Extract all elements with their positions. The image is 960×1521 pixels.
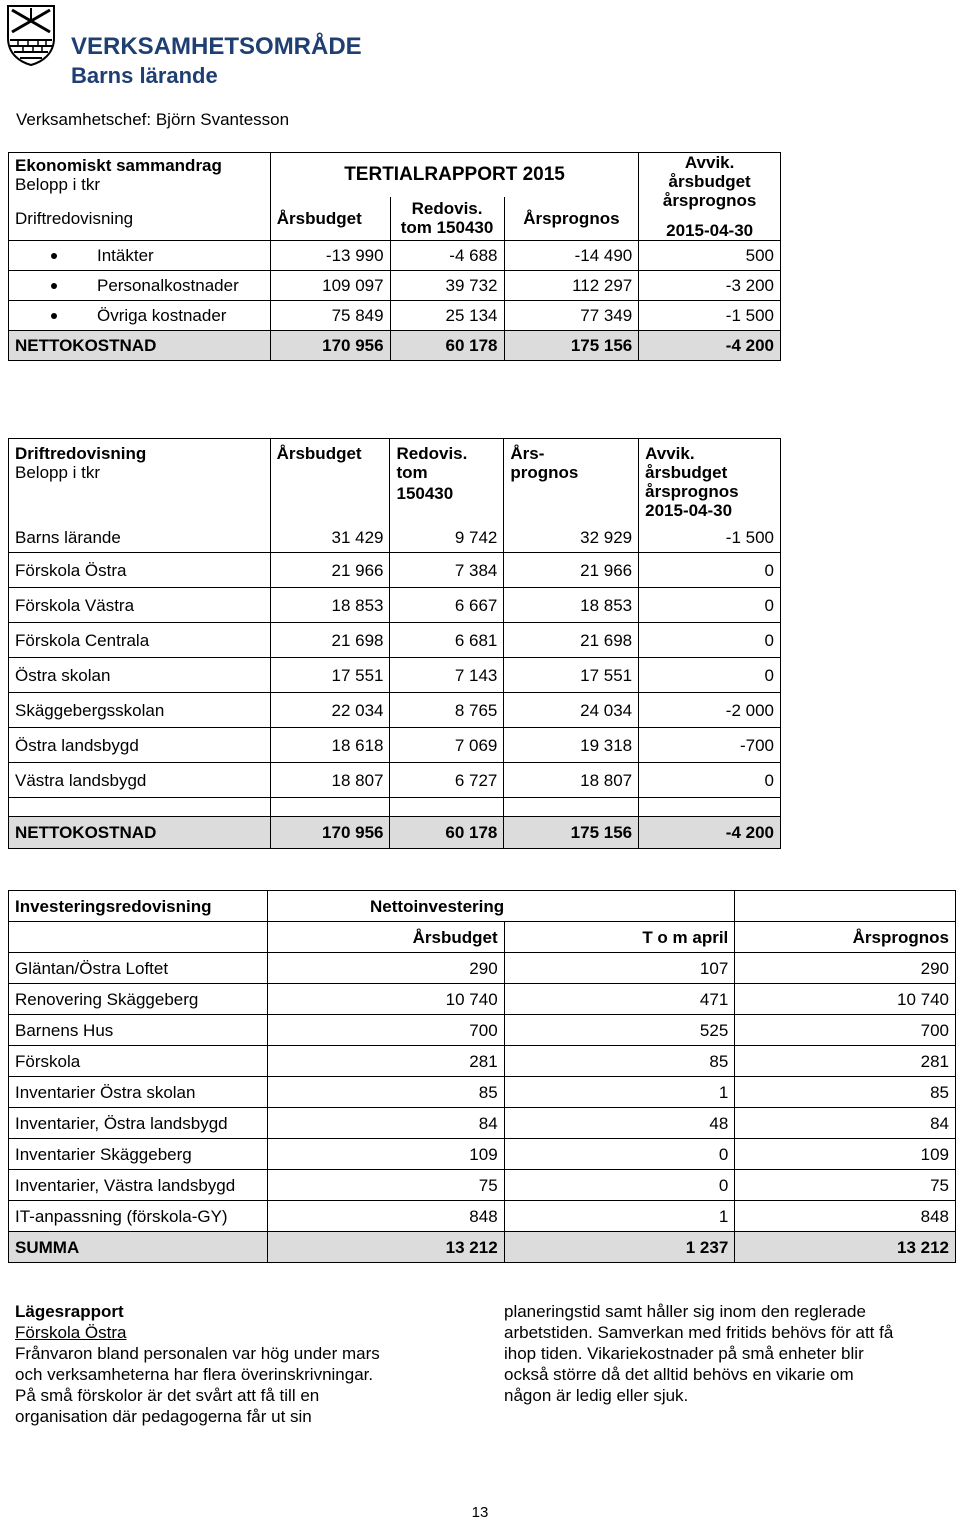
cell-redovis: 6 681 xyxy=(390,623,504,658)
total-label: NETTOKOSTNAD xyxy=(9,331,271,361)
budget-header: Årsbudget xyxy=(270,197,390,241)
drift-budget-header: Årsbudget xyxy=(270,439,390,524)
invest-row xyxy=(9,1108,956,1139)
cell-april: 1 xyxy=(504,1201,735,1232)
investment-table xyxy=(8,890,956,1263)
cell-dev: -3 200 xyxy=(639,271,781,301)
cell-forecast: 32 929 xyxy=(504,524,639,553)
row-label: Skäggebergsskolan xyxy=(9,693,271,728)
report-text-line: och verksamheterna har flera överinskrivningar. xyxy=(15,1365,374,1384)
cell-dev: 500 xyxy=(639,241,781,271)
summary-row xyxy=(9,271,781,301)
cell-dev: 0 xyxy=(639,553,781,588)
drift-row xyxy=(9,553,781,588)
row-label: Förskola xyxy=(9,1046,268,1077)
cell-budget: 109 097 xyxy=(270,271,390,301)
total-dev: -4 200 xyxy=(639,331,781,361)
invest-heading: Investeringsredovisning xyxy=(9,891,268,922)
total-april: 1 237 xyxy=(504,1232,735,1263)
row-label: Östra skolan xyxy=(9,658,271,693)
row-label: Intäkter xyxy=(97,246,154,265)
page-title: VERKSAMHETSOMRÅDE xyxy=(71,33,362,60)
forecast-line2: prognos xyxy=(510,463,579,482)
forecast-line1: Års- xyxy=(510,444,545,463)
drift-spacer-row xyxy=(9,798,781,817)
redovis-header xyxy=(390,197,504,241)
cell-april: 107 xyxy=(504,953,735,984)
manager-line: Verksamhetschef: Björn Svantesson xyxy=(16,110,290,129)
summary-table xyxy=(8,152,781,361)
cell-dev: -2 000 xyxy=(639,693,781,728)
drift-table xyxy=(8,438,781,849)
invest-forecast-header: Årsprognos xyxy=(735,922,956,953)
row-label: Personalkostnader xyxy=(97,276,239,295)
report-text-line: någon är ledig eller sjuk. xyxy=(504,1386,689,1405)
invest-total-row xyxy=(9,1232,956,1263)
row-label: Inventarier Östra skolan xyxy=(9,1077,268,1108)
cell-dev: 0 xyxy=(639,588,781,623)
status-report-right xyxy=(504,1301,954,1406)
cell-forecast: 24 034 xyxy=(504,693,639,728)
cell-redovis: 6 727 xyxy=(390,763,504,798)
drift-row xyxy=(9,623,781,658)
cell-dev: -1 500 xyxy=(639,301,781,331)
summary-total-row xyxy=(9,331,781,361)
cell-forecast: 84 xyxy=(735,1108,956,1139)
row-label: Renovering Skäggeberg xyxy=(9,984,268,1015)
row-label: Gläntan/Östra Loftet xyxy=(9,953,268,984)
cell-april: 1 xyxy=(504,1077,735,1108)
row-label: Östra landsbygd xyxy=(9,728,271,763)
total-label: NETTOKOSTNAD xyxy=(9,817,271,849)
report-text-line: På små förskolor är det svårt att få till en xyxy=(15,1386,320,1405)
cell-forecast: 21 698 xyxy=(504,623,639,658)
cell-forecast: 848 xyxy=(735,1201,956,1232)
summary-dev-header xyxy=(639,153,781,241)
row-label: Förskola Västra xyxy=(9,588,271,623)
cell-forecast: 700 xyxy=(735,1015,956,1046)
invest-row xyxy=(9,1077,956,1108)
status-report-left xyxy=(15,1301,485,1427)
drift-row xyxy=(9,763,781,798)
total-forecast: 175 156 xyxy=(504,817,639,849)
cell-april: 471 xyxy=(504,984,735,1015)
cell-budget: 700 xyxy=(267,1015,504,1046)
row-label: Övriga kostnader xyxy=(97,306,227,325)
cell-forecast: 19 318 xyxy=(504,728,639,763)
net-investment-heading: Nettoinvestering xyxy=(267,891,504,922)
drift-forecast-header xyxy=(504,439,639,524)
cell-budget: 17 551 xyxy=(270,658,390,693)
drift-label: Driftredovisning xyxy=(9,197,271,241)
cell-budget: 31 429 xyxy=(270,524,390,553)
drift-row xyxy=(9,728,781,763)
row-label: Inventarier Skäggeberg xyxy=(9,1139,268,1170)
cell-budget: 75 849 xyxy=(270,301,390,331)
invest-april-header: T o m april xyxy=(504,922,735,953)
cell-budget: 109 xyxy=(267,1139,504,1170)
dev-line1: Avvik. xyxy=(645,444,695,463)
bullet-icon xyxy=(51,253,57,259)
report-heading: TERTIALRAPPORT 2015 xyxy=(270,153,638,197)
cell-april: 48 xyxy=(504,1108,735,1139)
report-text-line: Frånvaron bland personalen var hög under mars xyxy=(15,1344,380,1363)
invest-row xyxy=(9,1139,956,1170)
invest-header-row xyxy=(9,891,956,922)
total-redovis: 60 178 xyxy=(390,331,504,361)
dev-line2: årsbudget xyxy=(645,463,728,482)
cell-redovis: 7 069 xyxy=(390,728,504,763)
cell-budget: 848 xyxy=(267,1201,504,1232)
row-label: Barnens Hus xyxy=(9,1015,268,1046)
drift-header-row xyxy=(9,439,781,524)
redovis-line2: tom 150430 xyxy=(400,218,494,238)
forecast-header: Årsprognos xyxy=(504,197,639,241)
cell-dev: 0 xyxy=(639,658,781,693)
cell-budget: -13 990 xyxy=(270,241,390,271)
cell-budget: 18 618 xyxy=(270,728,390,763)
drift-redovis-header xyxy=(390,439,504,524)
total-dev: -4 200 xyxy=(639,817,781,849)
report-text-line: ihop tiden. Vikariekostnader på små enheter blir xyxy=(504,1344,864,1363)
row-label: IT-anpassning (förskola-GY) xyxy=(9,1201,268,1232)
cell-april: 525 xyxy=(504,1015,735,1046)
total-forecast: 13 212 xyxy=(735,1232,956,1263)
invest-budget-header: Årsbudget xyxy=(267,922,504,953)
report-text-line: arbetstiden. Samverkan med fritids behövs för att få xyxy=(504,1323,894,1342)
cell-budget: 10 740 xyxy=(267,984,504,1015)
cell-april: 85 xyxy=(504,1046,735,1077)
redovis-line2: tom xyxy=(396,463,428,482)
cell-budget: 75 xyxy=(267,1170,504,1201)
dev-line2: årsbudget xyxy=(668,172,751,191)
cell-forecast: 112 297 xyxy=(504,271,639,301)
drift-total-row xyxy=(9,817,781,849)
page-number: 13 xyxy=(471,1504,489,1521)
cell-dev: -1 500 xyxy=(639,524,781,553)
cell-budget: 281 xyxy=(267,1046,504,1077)
row-label: Inventarier, Östra landsbygd xyxy=(9,1108,268,1139)
drift-dev-header xyxy=(639,439,781,524)
invest-row xyxy=(9,1170,956,1201)
summary-row xyxy=(9,241,781,271)
page-subtitle: Barns lärande xyxy=(71,63,218,88)
total-budget: 170 956 xyxy=(270,331,390,361)
drift-row xyxy=(9,658,781,693)
summary-header-left xyxy=(9,153,271,197)
invest-row xyxy=(9,1015,956,1046)
cell-april: 0 xyxy=(504,1139,735,1170)
cell-forecast: 109 xyxy=(735,1139,956,1170)
row-label: Västra landsbygd xyxy=(9,763,271,798)
row-label: Inventarier, Västra landsbygd xyxy=(9,1170,268,1201)
row-label: Barns lärande xyxy=(9,524,271,553)
dev-line4: 2015-04-30 xyxy=(645,501,733,520)
cell-forecast: -14 490 xyxy=(504,241,639,271)
cell-forecast: 18 853 xyxy=(504,588,639,623)
cell-forecast: 85 xyxy=(735,1077,956,1108)
total-budget: 170 956 xyxy=(270,817,390,849)
cell-dev: 0 xyxy=(639,763,781,798)
dev-line3: årsprognos xyxy=(662,191,757,210)
drift-unit: Belopp i tkr xyxy=(15,463,101,482)
cell-forecast: 75 xyxy=(735,1170,956,1201)
report-heading: Lägesrapport xyxy=(15,1302,124,1321)
invest-row xyxy=(9,1046,956,1077)
summary-row xyxy=(9,301,781,331)
cell-forecast: 10 740 xyxy=(735,984,956,1015)
drift-heading: Driftredovisning xyxy=(15,444,147,463)
invest-colheader-row xyxy=(9,922,956,953)
report-text-line: organisation där pedagogerna får ut sin xyxy=(15,1407,312,1426)
drift-row xyxy=(9,588,781,623)
drift-header-left xyxy=(9,439,271,524)
cell-redovis: 25 134 xyxy=(390,301,504,331)
cell-budget: 290 xyxy=(267,953,504,984)
redovis-line1: Redovis. xyxy=(396,444,468,463)
cell-forecast: 21 966 xyxy=(504,553,639,588)
cell-forecast: 17 551 xyxy=(504,658,639,693)
summary-heading: Ekonomiskt sammandrag xyxy=(15,155,222,175)
invest-row xyxy=(9,953,956,984)
invest-row xyxy=(9,984,956,1015)
cell-budget: 22 034 xyxy=(270,693,390,728)
total-budget: 13 212 xyxy=(267,1232,504,1263)
cell-dev: -700 xyxy=(639,728,781,763)
cell-redovis: 8 765 xyxy=(390,693,504,728)
dev-line3: årsprognos xyxy=(645,482,739,501)
total-label: SUMMA xyxy=(9,1232,268,1263)
cell-forecast: 290 xyxy=(735,953,956,984)
redovis-line1: Redovis. xyxy=(411,199,483,219)
cell-budget: 84 xyxy=(267,1108,504,1139)
invest-row xyxy=(9,1201,956,1232)
bullet-icon xyxy=(51,283,57,289)
dev-line1: Avvik. xyxy=(684,153,735,172)
drift-row xyxy=(9,693,781,728)
cell-redovis: 7 143 xyxy=(390,658,504,693)
total-redovis: 60 178 xyxy=(390,817,504,849)
bullet-icon xyxy=(51,313,57,319)
dev-date: 2015-04-30 xyxy=(666,221,754,240)
report-text-line: också större då det alltid behövs en vikarie om xyxy=(504,1365,854,1384)
cell-dev: 0 xyxy=(639,623,781,658)
cell-redovis: -4 688 xyxy=(390,241,504,271)
drift-row xyxy=(9,524,781,553)
cell-budget: 21 698 xyxy=(270,623,390,658)
cell-redovis: 7 384 xyxy=(390,553,504,588)
row-label: Förskola Östra xyxy=(9,553,271,588)
cell-redovis: 6 667 xyxy=(390,588,504,623)
cell-redovis: 39 732 xyxy=(390,271,504,301)
report-text-line: planeringstid samt håller sig inom den reglerade xyxy=(504,1302,866,1321)
summary-unit: Belopp i tkr xyxy=(15,174,101,194)
redovis-line3: 150430 xyxy=(396,484,454,503)
report-subheading: Förskola Östra xyxy=(15,1323,127,1342)
coat-of-arms-logo xyxy=(6,4,56,66)
cell-budget: 18 853 xyxy=(270,588,390,623)
cell-budget: 21 966 xyxy=(270,553,390,588)
cell-budget: 18 807 xyxy=(270,763,390,798)
total-forecast: 175 156 xyxy=(504,331,639,361)
cell-forecast: 281 xyxy=(735,1046,956,1077)
cell-budget: 85 xyxy=(267,1077,504,1108)
cell-forecast: 18 807 xyxy=(504,763,639,798)
cell-redovis: 9 742 xyxy=(390,524,504,553)
cell-april: 0 xyxy=(504,1170,735,1201)
cell-forecast: 77 349 xyxy=(504,301,639,331)
row-label: Förskola Centrala xyxy=(9,623,271,658)
